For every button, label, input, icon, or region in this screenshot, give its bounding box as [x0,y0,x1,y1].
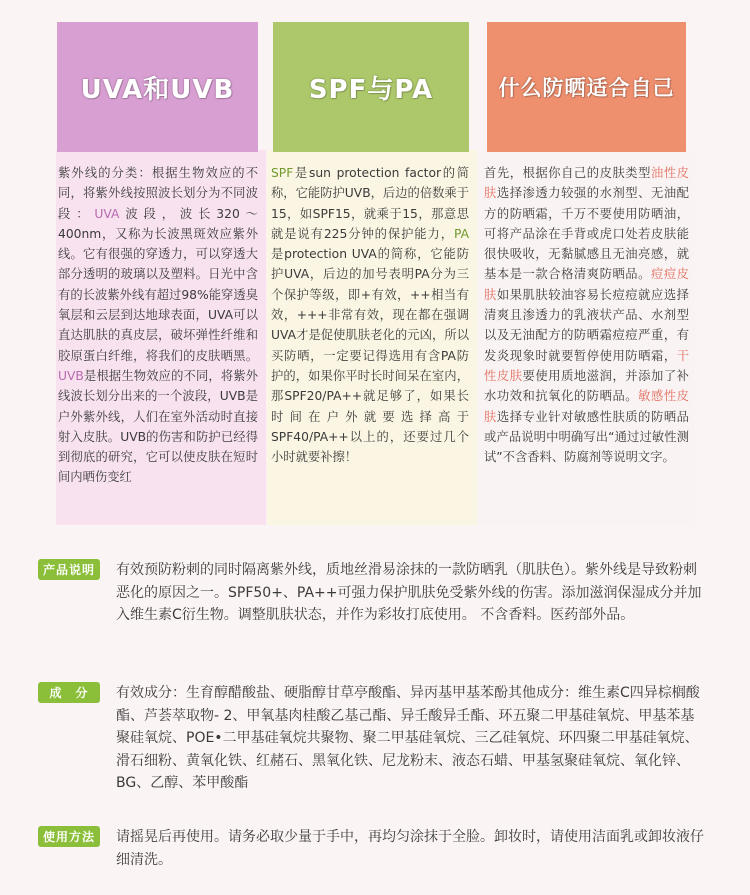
oily-skin-term: 油性皮肤 [484,166,689,201]
fits-p1: 首先，根据你自己的皮肤类型 [484,166,651,180]
pa-term: PA [453,226,469,241]
uva-uvb-p2: 波段，波长320～400nm，又称为长波黑斑效应紫外线。它有很强的穿透力，可以穿透大部分透明的玻璃以及塑料。日光中含有的长波紫外线有超过98%能穿透臭氧层和云层到达地球表面，UVA可以直达肌肤的真皮层，破坏弹性纤维和胶原蛋白纤维，将我们的皮肤晒黑。 [58,206,258,363]
which-fits-tile [487,22,686,152]
fits-p2: 选择渗透力较强的水剂型、无油配方的防晒霜，千万不要使用防晒油，可将产品涂在手背或虎口处若皮肤能很快吸收，无黏腻感且无油亮感，就基本是一款合格清爽防晒品。 [484,186,689,282]
product-description-badge: 产品说明 [38,559,100,580]
uva-uvb-title: UVA和UVB [80,74,235,105]
spf-pa-tile [273,22,469,152]
fits-p5: 选择专业针对敏感性肤质的防晒品或产品说明中明确写出“通过过敏性测试”不含香料、防腐剂等说明文字。 [484,409,689,465]
sensitive-skin-term: 敏感性皮肤 [484,389,689,424]
spf-pa-title: SPF与PA [308,74,434,105]
fits-p3: 如果肌肤较油容易长痘痘就应选择清爽且渗透力的乳液状产品、水剂型以及无油配方的防晒霜痘痘严重，有发炎现象时就要暂停使用防晒霜， [484,287,689,363]
spf-term: SPF [271,166,294,180]
ingredients-text: 有效成分：生育醇醋酸盐、硬脂醇甘草亭酸酯、异丙基甲基苯酚其他成分：维生素C四异棕榈酸酯、芦荟萃取物- 2、甲氧基肉桂酸乙基己酯、异壬酸异壬酯、环五聚二甲基硅氧烷、甲基苯基聚硅氧烷、POE•二甲基硅氧烷共聚物、聚二甲基硅氧烷、三乙硅氧烷、环四聚二甲基硅氧烷、滑石细粉、黄氧化铁、红赭石、黑氧化铁、尼龙粉末、液态石蜡、甲基氢聚硅氧烷、氧化锌、BG、乙醇、苯甲酸酯 [116,685,700,791]
fits-p4: 要使用质地滋润，并添加了补水功效和抗氧化的防晒品。 [484,368,689,404]
which-fits-text [484,163,689,467]
uva-uvb-p1: 紫外线的分类：根据生物效应的不同，将紫外线按照波长划分为不同波段： [58,166,258,221]
acne-skin-term: 痘痘皮肤 [484,267,689,302]
which-fits-title: 什么防晒适合自己 [498,76,675,100]
spf-pa-text [271,163,469,467]
uva-uvb-p3: 是根据生物效应的不同，将紫外线波长划分出来的一个波段，UVB是户外紫外线，人们在室外活动时直接射入皮肤。UVB的伤害和防护已经得到彻底的研究，它可以使皮肤在短时间内晒伤变红 [58,368,258,485]
usage-text: 请摇晃后再使用。请务必取少量于手中，再均匀涂抹于全脸。卸妆时，请使用洁面乳或卸妆液仔细清洗。 [116,829,704,868]
product-description-text: 有效预防粉刺的同时隔离紫外线，质地丝滑易涂抹的一款防晒乳（肌肤色）。紫外线是导致粉刺恶化的原因之一。SPF50+、PA++可强力保护肌肤免受紫外线的伤害。添加滋润保湿成分并加入维生素C衍生物。调整肌肤状态，并作为彩妆打底使用。 不含香料。医药部外品。 [116,562,702,623]
usage-badge: 使用方法 [38,826,100,847]
spf-pa-p2: 是protection UVA的简称，它能防护UVA，后边的加号表明PA分为三个保护等级，即+有效，++相当有效，+++非常有效，现在都在强调UVA才是促使肌肤老化的元凶，所以买防晒，一定要记得选用有含PA防护的，如果你平时长时间呆在室内，那SPF20/PA++就足够了，如果长时间在户外就要选择高于SPF40/PA++以上的，还要过几个小时就要补擦！ [271,247,469,465]
uvb-term: UVB [58,368,84,383]
uva-uvb-text [58,163,258,488]
uva-term: UVA [94,206,120,221]
ingredients-badge: 成 分 [38,682,100,703]
uva-uvb-tile [57,22,258,152]
spf-pa-p1: 是sun protection factor的简称，它能防护UVB，后边的倍数乘于15，如SPF15，就乘于15，那意思就是说有225分钟的保护能力， [271,166,470,241]
dry-skin-term: 干性皮肤 [484,348,689,383]
